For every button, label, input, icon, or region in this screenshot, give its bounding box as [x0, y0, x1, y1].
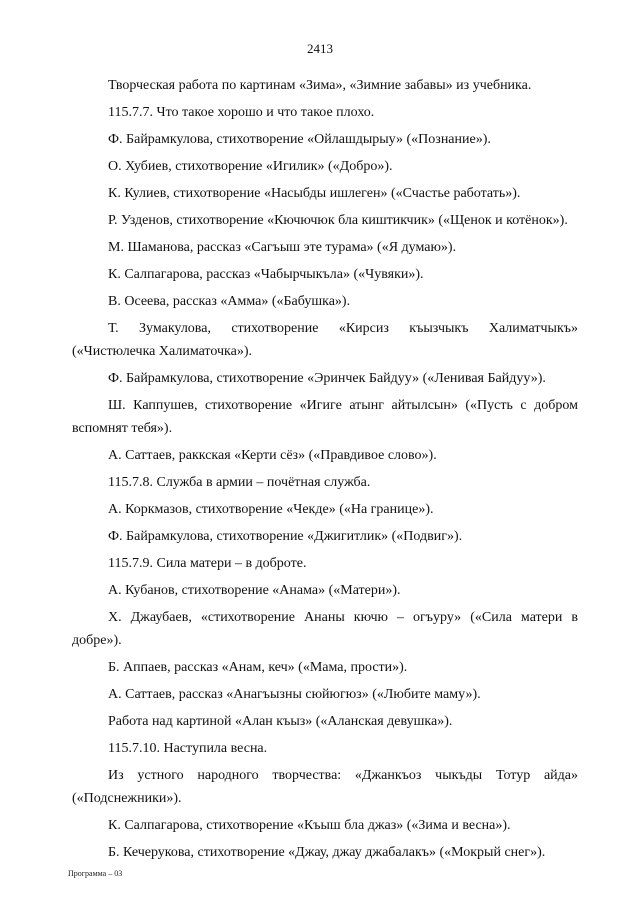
- paragraph: Ф. Байрамкулова, стихотворение «Джигитлик» («Подвиг»).: [108, 529, 463, 544]
- paragraph: К. Салпагарова, стихотворение «Къыш бла джаз» («Зима и весна»).: [108, 818, 511, 833]
- section-heading: 115.7.10. Наступила весна.: [108, 741, 268, 756]
- paragraph: Ф. Байрамкулова, стихотворение «Эринчек Байдуу» («Ленивая Байдуу»).: [108, 371, 546, 386]
- paragraph: Творческая работа по картинам «Зима», «Зимние забавы» из учебника.: [108, 78, 532, 93]
- page-footer: Программа – 03: [68, 869, 123, 878]
- paragraph: Из устного народного творчества: «Джанкъоз чыкъды Тотур айда» («Подснежники»).: [72, 768, 578, 806]
- paragraph: М. Шаманова, рассказ «Сагъыш эте турама» («Я думаю»).: [108, 240, 457, 255]
- paragraph: Ш. Каппушев, стихотворение «Игиге атынг айтылсын» («Пусть с добром вспомнят тебя»).: [72, 398, 578, 436]
- paragraph: К. Салпагарова, рассказ «Чабырчыкъла» («Чувяки»).: [108, 267, 424, 282]
- paragraph: Р. Узденов, стихотворение «Кючючюк бла киштикчик» («Щенок и котёнок»).: [108, 213, 568, 228]
- paragraph: А. Саттаев, раккская «Керти сёз» («Правдивое слово»).: [108, 448, 437, 463]
- section-heading: 115.7.7. Что такое хорошо и что такое плохо.: [108, 105, 375, 120]
- section-heading: 115.7.9. Сила матери – в доброте.: [108, 556, 307, 571]
- paragraph: В. Осеева, рассказ «Амма» («Бабушка»).: [108, 294, 351, 309]
- paragraph: К. Кулиев, стихотворение «Насыбды ишлеген» («Счастье работать»).: [108, 186, 521, 201]
- paragraph: Б. Аппаев, рассказ «Анам, кеч» («Мама, прости»).: [108, 660, 408, 675]
- paragraph: Ф. Байрамкулова, стихотворение «Ойлашдырыу» («Познание»).: [108, 132, 491, 147]
- section-heading: 115.7.8. Служба в армии – почётная служба.: [108, 475, 371, 490]
- paragraph: А. Саттаев, рассказ «Анагъызны сюйюгюз» («Любите маму»).: [108, 687, 481, 702]
- paragraph: Т. Зумакулова, стихотворение «Кирсиз къызчыкъ Халиматчыкъ» («Чистюлечка Халиматочка»).: [72, 321, 578, 359]
- paragraph: Х. Джаубаев, «стихотворение Ананы кючю – огъуру» («Сила матери в добре»).: [72, 610, 578, 648]
- page-number: 2413: [307, 41, 333, 56]
- document-body: [72, 74, 578, 868]
- paragraph: Б. Кечерукова, стихотворение «Джау, джау джабалакъ» («Мокрый снег»).: [108, 845, 546, 860]
- paragraph: Работа над картиной «Алан къыз» («Аланская девушка»).: [108, 714, 453, 729]
- paragraph: О. Хубиев, стихотворение «Игилик» («Добро»).: [108, 159, 393, 174]
- paragraph: А. Кубанов, стихотворение «Анама» («Матери»).: [108, 583, 401, 598]
- paragraph: А. Коркмазов, стихотворение «Чекде» («На границе»).: [108, 502, 434, 517]
